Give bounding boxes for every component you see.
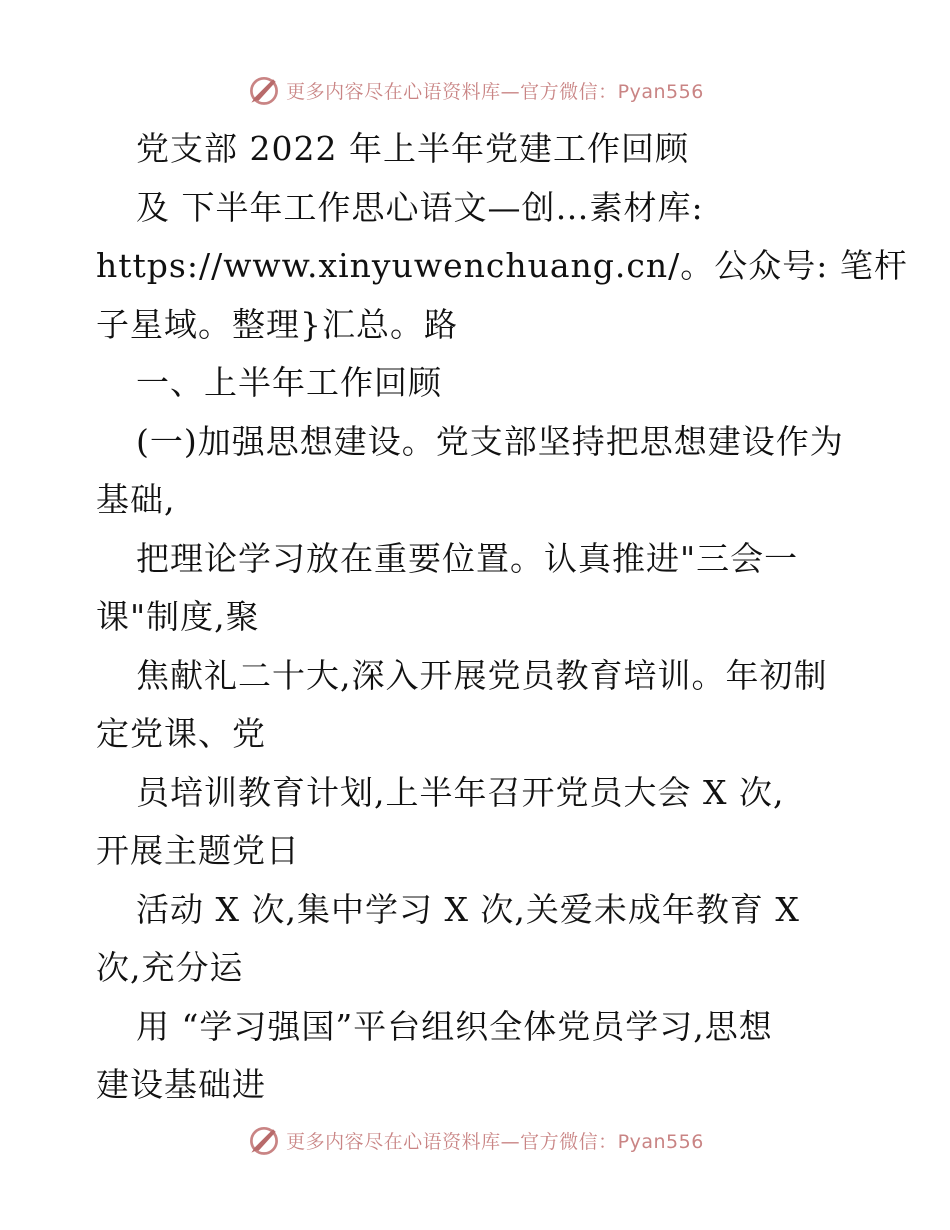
text-line: 用 “学习强国”平台组织全体党员学习,思想 (136, 1006, 773, 1046)
text-line: 基础, (96, 480, 176, 519)
text-line: (一)加强思想建设。党支部坚持把思想建设作为 (136, 421, 844, 461)
watermark-text: 更多内容尽在心语资料库—官方微信：Pyan556 (286, 1130, 704, 1153)
text-line: 员培训教育计划,上半年召开党员大会 X 次, (136, 772, 785, 812)
text-line: 建设基础进 (96, 1065, 266, 1104)
text-line: 课"制度,聚 (96, 597, 260, 636)
document-body (96, 120, 908, 1115)
header-watermark (0, 70, 950, 110)
quill-pen-logo-icon (246, 72, 282, 108)
quill-pen-logo-icon (246, 1122, 282, 1158)
text-line: 党支部 2022 年上半年党建工作回顾 (136, 129, 689, 168)
text-line: 把理论学习放在重要位置。认真推进"三会一 (136, 538, 799, 578)
footer-watermark (0, 1120, 950, 1160)
watermark-text: 更多内容尽在心语资料库—官方微信：Pyan556 (286, 80, 704, 103)
text-line: 焦献礼二十大,深入开展党员教育培训。年初制 (136, 655, 828, 695)
text-line: 一、上半年工作回顾 (136, 363, 442, 402)
text-line: https://www.xinyuwenchuang.cn/。公众号: 笔杆 (96, 246, 908, 285)
text-line: 次,充分运 (96, 948, 244, 987)
text-line: 定党课、党 (96, 714, 266, 753)
text-line: 开展主题党日 (96, 831, 300, 870)
text-line: 活动 X 次,集中学习 X 次,关爱未成年教育 X (136, 889, 800, 929)
text-line: 子星域。整理}汇总。路 (96, 304, 458, 344)
text-line: 及 下半年工作思心语文—创…素材库: (136, 187, 704, 227)
